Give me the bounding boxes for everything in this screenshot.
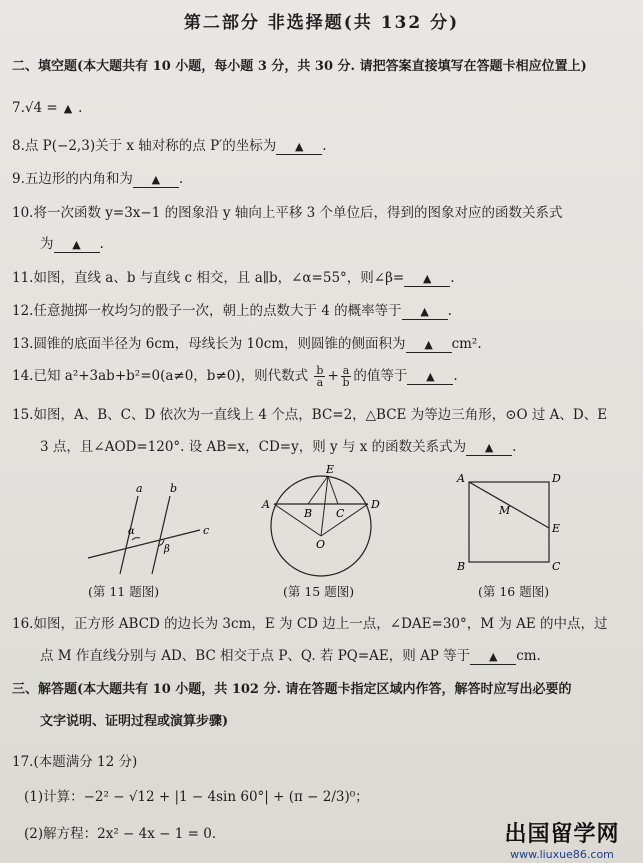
fig16-label-B: B [457, 560, 466, 573]
question-13 [12, 332, 482, 353]
fig16-label-C: C [552, 560, 561, 573]
figure-11 [80, 478, 230, 578]
figure-15-caption: (第 15 题图) [283, 584, 355, 599]
q13-text: 圆锥的底面半径为 6cm，母线长为 10cm，则圆锥的侧面积为 [33, 336, 406, 352]
q14-frac1-den: a [316, 376, 324, 389]
fig11-label-a: a [136, 482, 143, 495]
fig15-label-B: B [304, 507, 313, 520]
fig15-label-A: A [262, 498, 270, 511]
q9-text: 五边形的内角和为 [24, 171, 133, 187]
question-16 [12, 612, 608, 632]
fig15-label-E: E [326, 464, 335, 476]
q7-text: √4 = [24, 100, 58, 116]
question-17-part1: (1)计算：−2² − √12 + |1 − 4sin 60°| + (π − 2/3)⁰； [24, 789, 369, 805]
question-9: 9.五边形的内角和为 ▲ . [12, 171, 184, 187]
fig16-label-D: D [552, 472, 561, 485]
question-14: 14.已知 a²+3ab+b²=0(a≠0，b≠0)，则代数式 $\frac{b}{a}$ + $\frac{a}{b}$ 的值等于 ▲ . [12, 364, 458, 389]
q7-number: 7. [12, 100, 25, 116]
q15-text: 如图，A、B、C、D 依次为一直线上 4 个点，BC=2，△BCE 为等边三角形，⊙O 过 A、D、E [33, 407, 608, 423]
answer-marker-icon: ▲ [151, 173, 161, 186]
q11-number: 11. [12, 270, 34, 286]
fig16-label-M: M [499, 504, 511, 517]
section-answer-header-cont: 文字说明、证明过程或演算步骤) [40, 714, 229, 729]
q12-text: 任意抛掷一枚均匀的骰子一次，朝上的点数大于 4 的概率等于 [33, 303, 402, 319]
q12-number: 12. [12, 303, 34, 319]
figure-16 [455, 468, 565, 578]
fig16-label-E: E [552, 522, 561, 535]
question-16-cont: 点 M 作直线分别与 AD、BC 相交于点 P、Q. 若 PQ=AE，则 AP 等于 ▲ cm. [40, 648, 541, 664]
q16-number: 16. [12, 616, 34, 632]
q14-text: 已知 a²+3ab+b²=0(a≠0，b≠0)，则代数式 [33, 368, 309, 384]
question-10-cont: 为 ▲ . [40, 236, 104, 252]
q10-number: 10. [12, 205, 34, 221]
figure-15 [258, 464, 388, 584]
q16-unit: cm. [516, 648, 541, 664]
answer-marker-icon: ▲ [294, 140, 304, 153]
q9-number: 9. [12, 171, 25, 187]
answer-marker-icon: ▲ [488, 650, 498, 663]
fig11-label-alpha: α [128, 526, 135, 537]
q13-unit: cm². [451, 336, 482, 352]
q17-text: (本题满分 12 分) [33, 754, 138, 770]
watermark-title: 出国留学网 [504, 822, 620, 847]
q17-number: 17. [12, 754, 34, 770]
q14-frac2-den: b [342, 376, 350, 389]
page-title: 第二部分 非选择题(共 132 分) [183, 13, 460, 33]
question-8: 8.点 P(−2,3)关于 x 轴对称的点 P′的坐标为 ▲ . [12, 138, 327, 154]
question-11: 11.如图，直线 a、b 与直线 c 相交，且 a∥b，∠α=55°，则∠β= ▲ . [12, 270, 455, 286]
question-7: 7.√4 = ▲ . [12, 100, 83, 116]
fig11-label-beta: β [164, 544, 170, 555]
fig15-label-C: C [336, 507, 345, 520]
q11-text: 如图，直线 a、b 与直线 c 相交，且 a∥b，∠α=55°，则∠β= [33, 270, 405, 286]
q14-frac2-num: a [342, 364, 350, 377]
answer-marker-icon: ▲ [424, 338, 433, 351]
question-10 [12, 201, 563, 221]
section-fill-blank-header: 二、填空题(本大题共有 10 小题，每小题 3 分，共 30 分. 请把答案直接填写在答题卡相应位置上) [12, 59, 587, 74]
fig15-label-O: O [316, 538, 326, 551]
answer-marker-icon: ▲ [420, 305, 429, 318]
q8-number: 8. [12, 138, 25, 154]
q14-frac1-num: b [316, 364, 324, 377]
question-17 [12, 750, 137, 770]
fig15-label-D: D [371, 498, 380, 511]
question-15-cont: 3 点，且∠AOD=120°. 设 AB=x，CD=y，则 y 与 x 的函数关系式为 ▲ . [40, 439, 517, 455]
question-17-part2: (2)解方程：2x² − 4x − 1 = 0. [24, 826, 217, 842]
figure-11-caption: (第 11 题图) [88, 584, 160, 599]
q16-text: 如图，正方形 ABCD 的边长为 3cm，E 为 CD 边上一点，∠DAE=30°，M 为 AE 的中点，过 [33, 616, 608, 632]
answer-marker-icon: ▲ [484, 441, 494, 454]
q8-text: 点 P(−2,3)关于 x 轴对称的点 P′的坐标为 [24, 138, 277, 154]
question-15 [12, 403, 607, 423]
fig11-label-c: c [203, 524, 210, 537]
q13-number: 13. [12, 336, 34, 352]
question-12: 12.任意抛掷一枚均匀的骰子一次，朝上的点数大于 4 的概率等于 ▲ . [12, 303, 452, 319]
figure-16-caption: (第 16 题图) [478, 584, 550, 599]
answer-marker-icon: ▲ [72, 238, 81, 251]
answer-marker-icon: ▲ [63, 102, 73, 115]
section-answer-header: 三、解答题(本大题共有 10 小题，共 102 分. 请在答题卡指定区域内作答，解答时应写出必要的 [12, 682, 572, 697]
fig11-label-b: b [170, 482, 178, 495]
q15-number: 15. [12, 407, 34, 423]
answer-marker-icon: ▲ [426, 370, 435, 383]
site-watermark-logo [487, 817, 637, 861]
watermark-url: www.liuxue86.com [510, 848, 614, 861]
fig16-label-A: A [457, 472, 465, 485]
q14-number: 14. [12, 368, 34, 384]
answer-marker-icon: ▲ [422, 272, 432, 285]
q10-text: 将一次函数 y=3x−1 的图象沿 y 轴向上平移 3 个单位后，得到的图象对应的函数关系式 [33, 205, 563, 221]
